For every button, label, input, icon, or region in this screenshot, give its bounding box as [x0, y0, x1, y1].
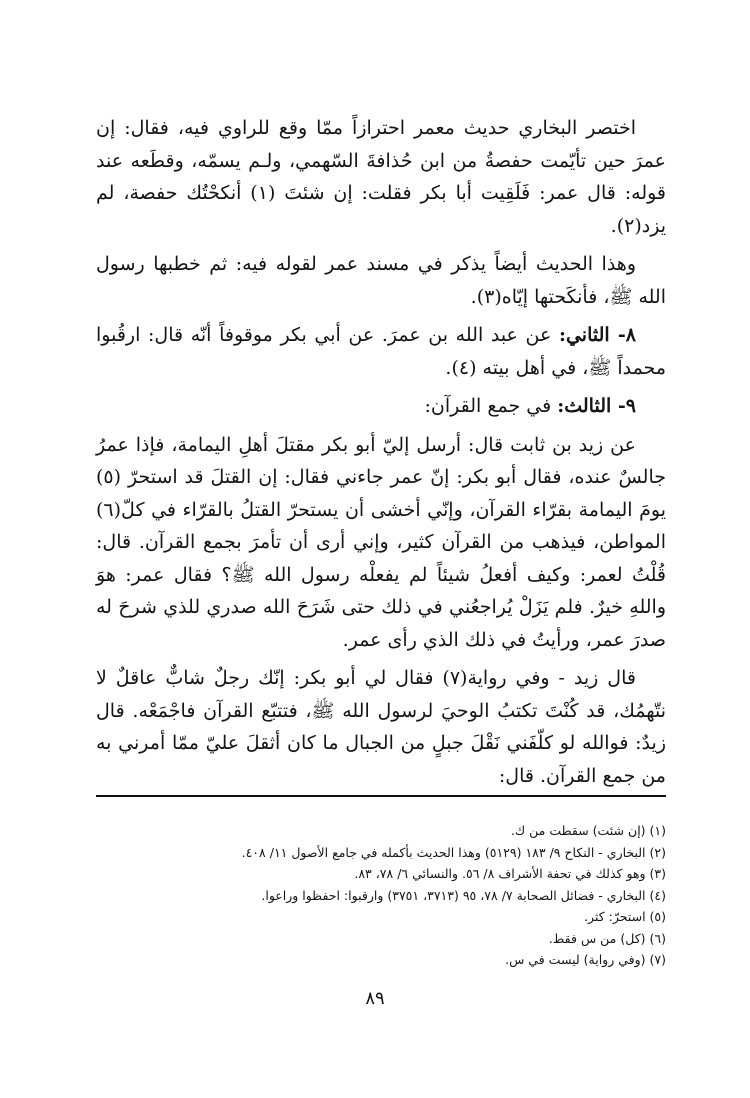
- footnote-4: (٤) البخاري - فضائل الصحابة ٧/ ٧٨، ٩٥ (٣٧١٣، ٣٧٥١) وارقبوا: احفظوا وراعوا.: [261, 887, 666, 903]
- footnote-2: (٢) البخاري - النكاح ٩/ ١٨٣ (٥١٢٩) وهذا الحديث بأكمله في جامع الأصول ١١/ ٤٠٨.: [241, 844, 666, 860]
- section-heading-8: ٨- الثاني:: [558, 324, 636, 346]
- footnote-6: (٦) (كل) من س فقط.: [548, 930, 666, 946]
- paragraph-4-text: في جمع القرآن:: [424, 395, 558, 417]
- footnote-5: (٥) استحرّ: كثر.: [584, 909, 666, 924]
- footnote-divider: [96, 795, 666, 797]
- paragraph-4: [96, 390, 666, 423]
- paragraph-5: عن زيد بن ثابت قال: أرسل إليّ أبو بكر مقتلَ أهلِ اليمامة، فإذا عمرُ جالسٌ عنده، فقال أبو بكر: إنّ عمر جاءني فقال: إن القتلَ قد استحرّ (٥) يومَ اليمامة بقرّاء القرآن، وإنّي أخشى أن يستحرّ القتلُ بالقرّاء في كلّ(٦) المواطن، فيذهب من القرآن كثير، وإني أرى أن تأمرَ بجمع القرآن. قال: قُلْتُ لعمر: وكيف أفعلُ شيئاً لم يفعلْه رسول الله ﷺ؟ فقال عمر: هوَ واللهِ خيرٌ. فلم يَزَلْ يُراجعُني في ذلك حتى شَرَحَ الله صدري للذي شرحَ له صدرَ عمر، ورأيتُ في ذلك الذي رأى عمر.: [96, 433, 666, 651]
- paragraph-2: وهذا الحديث أيضاً يذكر في مسند عمر لقوله فيه: ثم خطبها رسول الله ﷺ، فأنكَحتها إيّاه(٣).: [96, 253, 666, 308]
- main-text: [96, 112, 666, 792]
- paragraph-6: قال زيد - وفي رواية(٧) فقال لي أبو بكر: إنّك رجلٌ شابٌّ عاقلٌ لا نتّهمُك، قد كُنْتَ تكتبُ الوحيَ لرسول الله ﷺ، فتتبّع القرآن فاجْمَعْه. قال زيدٌ: فوالله لو كلّفَني نَقْلَ جبلٍ من الجبال ما كان أثقلَ عليّ ممّا أمرني به من جمع القرآن. قال:: [96, 667, 666, 787]
- paragraph-3: [96, 319, 666, 384]
- footnote-3: (٣) وهو كذلك في تحفة الأشراف ٨/ ٥٦. والنسائي ٦/ ٧٨، ٨٣.: [354, 866, 666, 881]
- footnotes: [96, 820, 666, 971]
- section-heading-9: ٩- الثالث:: [557, 395, 636, 417]
- page-number: ٨٩: [365, 988, 385, 1009]
- footnote-7: (٧) (وفي رواية) ليست في س.: [505, 952, 666, 967]
- paragraph-1: اختصر البخاري حديث معمر احترازاً ممّا وقع للراوي فيه، فقال: إن عمرَ حين تأيّمت حفصةُ من ابن حُذافةَ السّهمي، ولـم يسمّه، وقطَعه عند قوله: قال عمر: فَلَقِيت أبا بكر فقلت: إن شئتَ (١) أنكحْتُك حفصة، لم يزد(٢).: [96, 117, 666, 237]
- paragraph-3-text: عن عبد الله بن عمرَ. عن أبي بكر موقوفاً أنّه قال: ارقُبوا محمداً ﷺ، في أهل بيته (٤).: [96, 324, 666, 379]
- footnote-1: (١) (إن شئت) سقطت من ك.: [510, 823, 666, 838]
